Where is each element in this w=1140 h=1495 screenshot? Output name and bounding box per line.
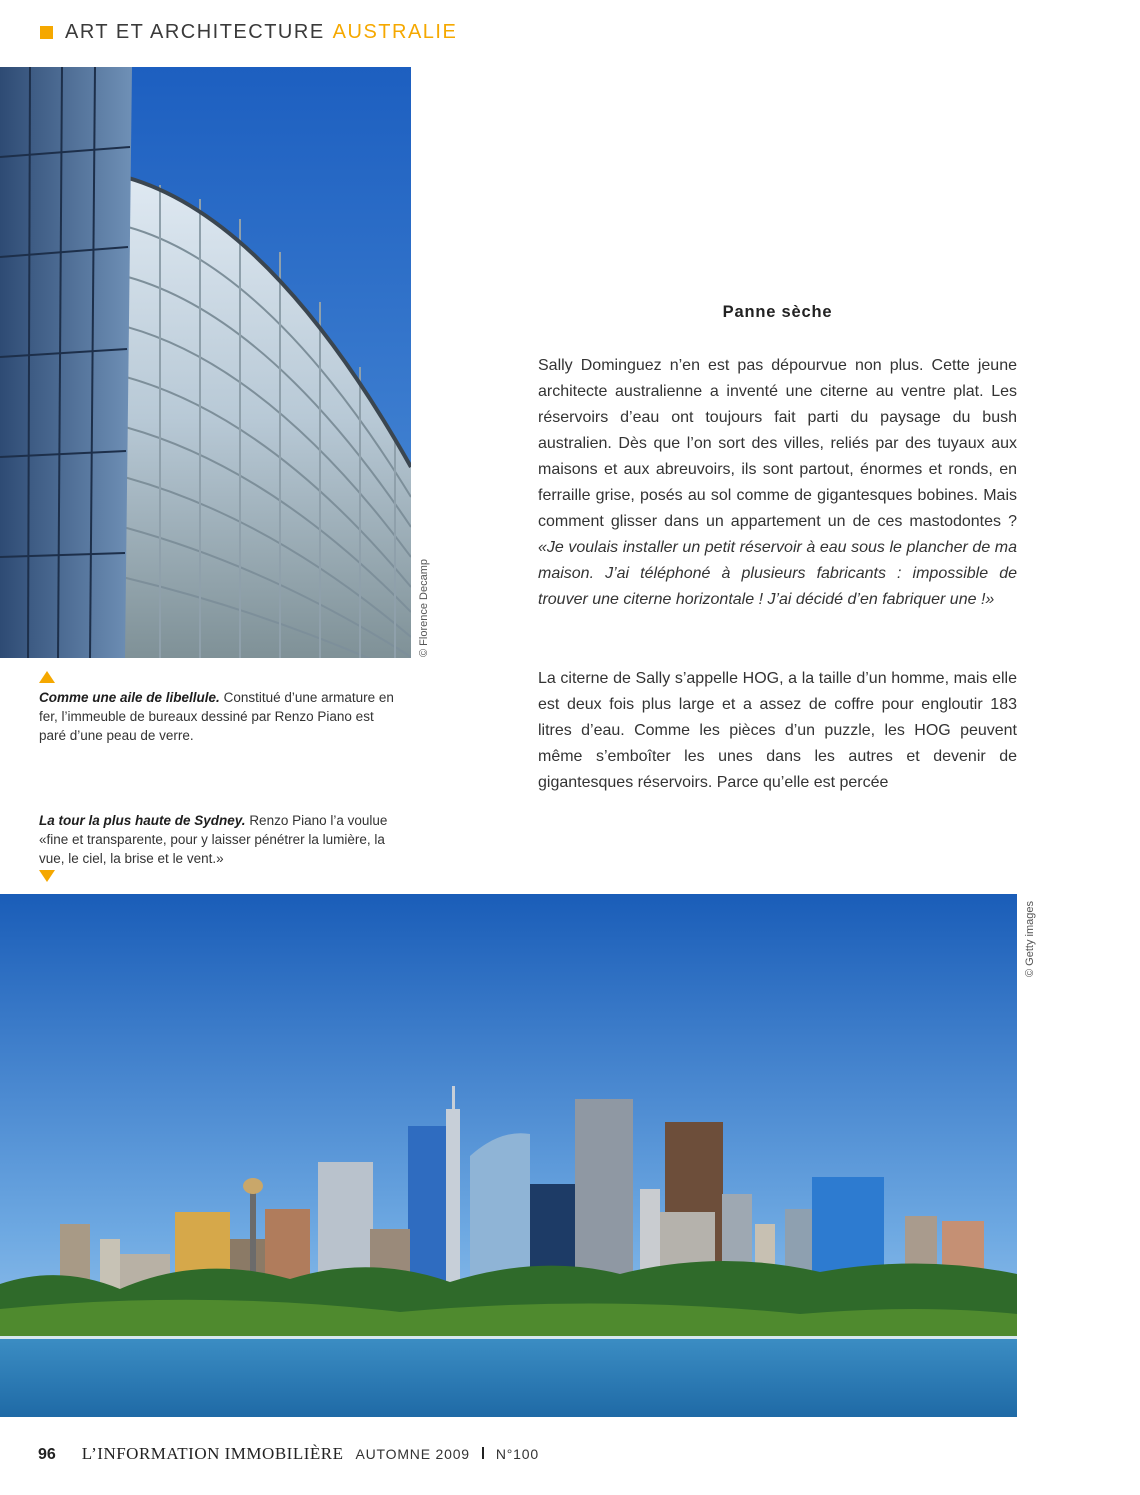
building-caption-text: Constitué d’une armature en fer, l’immeuble de bureaux dessiné par Renzo Piano est paré d’une peau de verre. xyxy=(39,690,394,743)
article-heading: Panne sèche xyxy=(722,303,833,321)
skyline-illustration xyxy=(0,894,1017,1417)
paragraph-quote: «Je voulais installer un petit réservoir à eau sous le plancher de ma maison. J’ai téléphoné à plusieurs fabricants : impossible de trouver une citerne horizontale ! J’ai décidé d’en fabriquer une !» xyxy=(538,539,1017,608)
caption-arrow-down-icon xyxy=(39,870,55,882)
issue-season: AUTOMNE 2009 xyxy=(355,1446,470,1462)
skyline-caption xyxy=(39,811,401,868)
section-subtitle: AUSTRALIE xyxy=(332,20,458,43)
building-caption xyxy=(39,688,401,745)
publication-name: L’INFORMATION IMMOBILIÈRE xyxy=(81,1444,344,1463)
building-photo-credit: © Florence Decamp xyxy=(418,559,430,657)
building-caption-title: Comme une aile de libellule. xyxy=(39,690,220,705)
issue-number: N°100 xyxy=(495,1446,539,1462)
article-paragraph xyxy=(538,353,1017,613)
sydney-skyline-photo xyxy=(0,894,1017,1417)
section-marker-square xyxy=(40,26,53,39)
skyline-caption-text: Renzo Piano l’a voulue «fine et transparente, pour y laisser pénétrer la lumière, la vue, le ciel, la brise et le vent.» xyxy=(39,813,388,866)
article-paragraph: La citerne de Sally s’appelle HOG, a la taille d’un homme, mais elle est deux fois plus large et a assez de coffre pour engloutir 183 litres d’eau. Comme les pièces d’un puzzle, les HOG peuvent même s’emboîter les unes dans les autres et devenir de gigantesques réservoirs. Parce qu’elle est percée xyxy=(538,670,1017,791)
paragraph-text: Sally Dominguez n’en est pas dépourvue non plus. Cette jeune architecte australienne a inventé une citerne au ventre plat. Les réservoirs d’eau ont toujours fait parti du paysage du bush australien. Dès que l’on sort des villes, reliés par des tuyaux aux maisons et aux abreuvoirs, ils sont partout, énormes et ronds, en ferraille grise, posés au sol comme de gigantesques bobines. Mais comment glisser dans un appartement un de ces mastodontes ? xyxy=(538,357,1017,530)
skyline-caption-title: La tour la plus haute de Sydney. xyxy=(39,813,246,828)
skyline-photo-credit: © Getty images xyxy=(1024,901,1036,977)
footer-separator xyxy=(482,1447,484,1459)
building-photo xyxy=(0,67,411,658)
page-footer xyxy=(38,1444,539,1466)
caption-arrow-up-icon xyxy=(39,671,55,683)
section-title: ART ET ARCHITECTURE xyxy=(65,20,325,43)
section-header xyxy=(40,20,457,44)
page-number: 96 xyxy=(38,1446,56,1463)
building-photo-illustration xyxy=(0,67,411,658)
